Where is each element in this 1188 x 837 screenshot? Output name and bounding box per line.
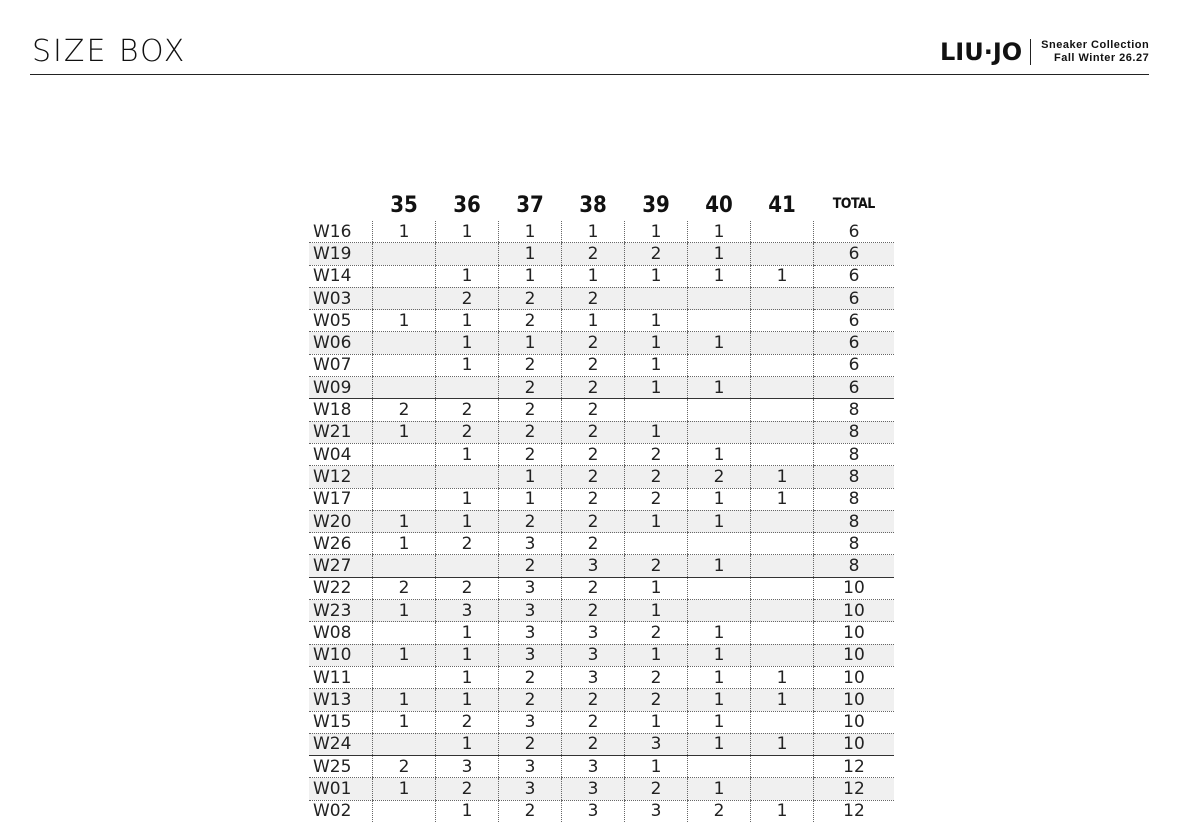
size-quantity-cell: 1 [436,265,499,287]
size-quantity-cell: 1 [562,221,625,243]
size-quantity-cell: 2 [625,778,688,800]
size-quantity-cell: 1 [688,733,751,755]
size-quantity-cell: 1 [625,756,688,778]
size-quantity-cell: 2 [436,533,499,555]
table-row [309,622,894,644]
size-quantity-cell [751,310,814,332]
size-quantity-cell: 1 [436,221,499,243]
size-quantity-cell: 2 [436,421,499,443]
size-quantity-cell: 1 [436,510,499,532]
size-quantity-cell [751,555,814,577]
size-header: 35 [390,193,418,218]
size-quantity-cell [751,354,814,376]
size-quantity-cell: 1 [688,443,751,465]
row-total: 10 [814,577,895,599]
size-quantity-cell [625,287,688,309]
size-quantity-cell: 2 [499,399,562,421]
size-quantity-cell: 3 [499,577,562,599]
table-row [309,265,894,287]
code-header [309,178,373,221]
row-code: W08 [309,622,373,644]
size-quantity-cell: 1 [751,800,814,822]
size-quantity-cell: 1 [688,689,751,711]
size-quantity-cell: 3 [499,622,562,644]
size-quantity-cell: 2 [436,577,499,599]
size-quantity-cell: 2 [373,577,436,599]
row-total: 10 [814,622,895,644]
table-row [309,510,894,532]
size-quantity-cell: 1 [373,644,436,666]
size-quantity-cell: 1 [688,778,751,800]
size-quantity-cell [373,488,436,510]
size-quantity-cell [436,377,499,399]
size-quantity-cell [373,733,436,755]
size-quantity-cell [751,756,814,778]
size-quantity-cell: 2 [436,778,499,800]
size-quantity-cell: 1 [688,488,751,510]
size-quantity-cell: 1 [688,711,751,733]
size-quantity-cell: 3 [562,756,625,778]
size-quantity-cell [688,421,751,443]
size-quantity-cell: 2 [499,666,562,688]
table-row [309,488,894,510]
size-quantity-cell [751,443,814,465]
size-header: 40 [705,193,733,218]
table-row [309,377,894,399]
size-quantity-cell: 2 [562,711,625,733]
row-total: 10 [814,644,895,666]
size-quantity-cell: 2 [562,421,625,443]
table-row [309,243,894,265]
table-row [309,421,894,443]
size-quantity-cell: 1 [499,243,562,265]
row-code: W15 [309,711,373,733]
size-quantity-cell [373,466,436,488]
size-quantity-cell [751,421,814,443]
row-total: 10 [814,666,895,688]
size-quantity-cell: 1 [436,644,499,666]
size-quantity-cell: 1 [625,265,688,287]
size-quantity-cell: 2 [562,600,625,622]
row-total: 10 [814,733,895,755]
row-code: W22 [309,577,373,599]
brand-block [940,38,1149,66]
size-quantity-cell: 2 [688,800,751,822]
size-quantity-cell: 1 [562,265,625,287]
size-quantity-cell: 1 [751,689,814,711]
table-row [309,399,894,421]
size-quantity-cell: 1 [373,310,436,332]
size-quantity-cell: 2 [499,310,562,332]
size-quantity-cell: 2 [499,287,562,309]
table-row [309,711,894,733]
row-code: W16 [309,221,373,243]
row-code: W25 [309,756,373,778]
size-quantity-cell: 3 [499,756,562,778]
size-quantity-cell: 1 [436,354,499,376]
size-quantity-cell: 1 [562,310,625,332]
size-quantity-cell [688,399,751,421]
table-row [309,354,894,376]
size-quantity-cell: 1 [688,666,751,688]
size-quantity-cell: 2 [562,243,625,265]
size-quantity-cell: 3 [562,555,625,577]
table-row [309,778,894,800]
size-quantity-cell: 1 [751,733,814,755]
size-quantity-cell: 1 [688,555,751,577]
row-total: 6 [814,332,895,354]
size-quantity-cell: 2 [499,510,562,532]
size-quantity-cell: 2 [499,443,562,465]
size-quantity-cell [751,377,814,399]
size-quantity-cell [373,243,436,265]
row-total: 8 [814,466,895,488]
row-code: W26 [309,533,373,555]
size-quantity-cell [373,354,436,376]
size-quantity-cell: 3 [562,622,625,644]
row-total: 8 [814,555,895,577]
table-row [309,689,894,711]
size-quantity-cell: 2 [499,800,562,822]
size-quantity-cell [625,533,688,555]
table-row [309,221,894,243]
size-quantity-cell: 2 [436,287,499,309]
size-quantity-cell: 1 [751,466,814,488]
size-quantity-cell: 3 [562,778,625,800]
size-quantity-cell: 2 [562,510,625,532]
row-code: W03 [309,287,373,309]
row-total: 6 [814,377,895,399]
size-quantity-cell: 3 [436,756,499,778]
size-quantity-cell: 1 [688,510,751,532]
size-quantity-cell: 3 [499,711,562,733]
size-quantity-cell: 3 [625,800,688,822]
size-quantity-cell: 1 [499,488,562,510]
size-quantity-cell: 3 [436,600,499,622]
size-quantity-cell: 1 [373,778,436,800]
size-quantity-cell: 2 [499,733,562,755]
row-code: W02 [313,801,352,822]
size-quantity-cell: 1 [751,265,814,287]
size-quantity-cell: 1 [436,622,499,644]
size-quantity-cell: 3 [499,778,562,800]
size-quantity-cell [751,287,814,309]
row-code: W11 [309,666,373,688]
row-code: W13 [309,689,373,711]
table-row [309,644,894,666]
size-quantity-cell: 1 [688,332,751,354]
table-row [309,800,894,822]
row-total: 10 [814,600,895,622]
size-quantity-cell: 1 [751,666,814,688]
size-quantity-cell [373,377,436,399]
table-row [309,466,894,488]
row-code: W09 [309,377,373,399]
size-quantity-cell: 1 [373,221,436,243]
row-total: 10 [814,689,895,711]
size-header: 38 [579,193,607,218]
size-quantity-cell [625,399,688,421]
size-quantity-cell [688,577,751,599]
size-quantity-cell: 1 [436,800,499,822]
size-quantity-cell: 1 [688,644,751,666]
size-quantity-cell [751,221,814,243]
size-quantity-cell: 1 [688,221,751,243]
row-total: 10 [814,711,895,733]
size-quantity-cell: 1 [688,622,751,644]
row-code: W04 [309,443,373,465]
size-quantity-cell: 1 [688,265,751,287]
size-quantity-cell: 1 [373,689,436,711]
size-quantity-cell [373,332,436,354]
size-quantity-cell: 2 [625,443,688,465]
size-header: 37 [516,193,544,218]
size-quantity-cell: 2 [499,421,562,443]
table-header-row [309,178,894,221]
size-quantity-cell: 2 [499,377,562,399]
size-quantity-cell: 1 [625,600,688,622]
size-quantity-cell: 1 [625,332,688,354]
row-code: W20 [309,510,373,532]
size-quantity-cell [751,399,814,421]
size-quantity-cell: 2 [625,622,688,644]
size-quantity-cell: 2 [562,733,625,755]
size-quantity-cell: 2 [562,689,625,711]
size-quantity-cell: 2 [562,443,625,465]
size-quantity-cell: 3 [562,800,625,822]
size-quantity-cell: 2 [499,689,562,711]
size-header: 41 [768,193,796,218]
row-total: 6 [814,221,895,243]
size-quantity-cell: 3 [499,533,562,555]
size-quantity-cell [751,778,814,800]
table-row [309,533,894,555]
size-quantity-cell: 2 [562,466,625,488]
size-quantity-cell: 1 [625,577,688,599]
size-quantity-cell: 2 [373,399,436,421]
table-row [309,287,894,309]
size-quantity-cell: 2 [688,466,751,488]
size-quantity-cell: 3 [499,600,562,622]
row-code: W24 [309,733,373,755]
size-quantity-cell [688,756,751,778]
total-header: TOTAL [832,196,875,212]
size-header: 36 [453,193,481,218]
size-quantity-cell: 1 [373,711,436,733]
size-quantity-cell [688,354,751,376]
collection-label [1041,39,1149,65]
size-quantity-cell [751,533,814,555]
size-quantity-cell [436,555,499,577]
row-total: 6 [814,310,895,332]
size-quantity-cell: 3 [499,644,562,666]
size-quantity-cell: 2 [625,555,688,577]
size-quantity-cell: 1 [625,354,688,376]
size-quantity-cell [688,310,751,332]
table-row [309,733,894,755]
size-quantity-cell: 1 [625,221,688,243]
size-quantity-cell: 2 [499,555,562,577]
size-quantity-cell: 1 [373,421,436,443]
size-quantity-cell: 1 [499,466,562,488]
table-row [309,332,894,354]
size-quantity-cell: 2 [499,354,562,376]
table-row [309,577,894,599]
row-code: W06 [309,332,373,354]
size-quantity-cell: 2 [562,287,625,309]
size-quantity-cell: 1 [436,733,499,755]
table-row [309,756,894,778]
header-divider [30,74,1149,75]
size-quantity-cell: 3 [562,666,625,688]
size-quantity-cell: 2 [562,332,625,354]
row-code: W12 [309,466,373,488]
size-quantity-cell [436,466,499,488]
size-quantity-cell [751,711,814,733]
size-quantity-cell: 2 [562,488,625,510]
collection-line-2: Fall Winter 26.27 [1054,52,1150,64]
size-quantity-cell [751,600,814,622]
row-total: 12 [814,756,895,778]
size-quantity-cell: 1 [499,265,562,287]
size-quantity-cell [688,533,751,555]
table-row [309,555,894,577]
row-total: 12 [814,800,895,822]
size-quantity-cell [373,800,436,822]
row-total: 6 [814,354,895,376]
table-row [309,310,894,332]
size-quantity-cell: 1 [373,600,436,622]
collection-line-1: Sneaker Collection [1041,39,1150,51]
row-code: W05 [309,310,373,332]
size-quantity-cell: 1 [436,443,499,465]
size-quantity-cell: 2 [562,577,625,599]
size-quantity-cell [751,243,814,265]
size-quantity-cell [373,666,436,688]
row-total: 8 [814,488,895,510]
size-quantity-cell [688,600,751,622]
row-code: W19 [309,243,373,265]
size-quantity-cell: 1 [688,377,751,399]
row-total: 6 [814,243,895,265]
row-code: W10 [309,644,373,666]
size-quantity-cell: 1 [625,310,688,332]
row-total: 8 [814,399,895,421]
row-code: W17 [309,488,373,510]
size-quantity-cell: 2 [625,243,688,265]
size-quantity-cell [373,443,436,465]
row-total: 8 [814,533,895,555]
size-quantity-cell [373,555,436,577]
size-quantity-cell [373,265,436,287]
size-quantity-cell: 1 [625,510,688,532]
row-code: W27 [309,555,373,577]
size-quantity-cell: 1 [436,689,499,711]
brand-logo: LIU·JO [940,38,1023,66]
row-total: 8 [814,421,895,443]
size-quantity-cell [373,622,436,644]
row-code: W07 [309,354,373,376]
size-quantity-cell [751,510,814,532]
brand-divider [1030,39,1031,65]
size-quantity-cell: 1 [499,221,562,243]
row-code: W14 [309,265,373,287]
size-quantity-cell [751,622,814,644]
size-quantity-cell: 1 [625,644,688,666]
row-total: 8 [814,510,895,532]
size-quantity-cell: 1 [688,243,751,265]
size-quantity-cell: 2 [625,689,688,711]
size-quantity-cell [436,243,499,265]
size-quantity-cell: 2 [562,399,625,421]
table-row [309,666,894,688]
size-box-table [309,178,894,822]
size-quantity-cell: 2 [625,488,688,510]
size-quantity-cell: 1 [436,310,499,332]
size-quantity-cell: 2 [625,666,688,688]
size-quantity-cell: 1 [625,421,688,443]
size-quantity-cell: 2 [373,756,436,778]
size-quantity-cell [688,287,751,309]
size-quantity-cell: 1 [625,377,688,399]
page-title: SIZE BOX [32,34,187,69]
size-quantity-cell: 1 [373,510,436,532]
size-quantity-cell: 2 [562,377,625,399]
size-quantity-cell: 1 [436,666,499,688]
size-header: 39 [642,193,670,218]
table-row [309,443,894,465]
row-code: W01 [309,778,373,800]
size-quantity-cell: 1 [499,332,562,354]
table-row [309,600,894,622]
size-quantity-cell [751,577,814,599]
size-quantity-cell: 2 [436,399,499,421]
size-quantity-cell: 1 [436,332,499,354]
size-quantity-cell: 1 [436,488,499,510]
size-quantity-cell: 1 [373,533,436,555]
row-total: 6 [814,265,895,287]
size-quantity-cell: 2 [436,711,499,733]
size-quantity-cell [751,644,814,666]
row-total: 6 [814,287,895,309]
size-quantity-cell: 1 [625,711,688,733]
size-quantity-cell: 2 [562,533,625,555]
row-code: W18 [309,399,373,421]
size-quantity-cell: 1 [751,488,814,510]
row-total: 8 [814,443,895,465]
size-quantity-cell: 3 [562,644,625,666]
table-body [309,221,894,822]
size-quantity-cell: 2 [625,466,688,488]
size-quantity-cell [373,287,436,309]
row-code: W21 [309,421,373,443]
size-quantity-cell: 2 [562,354,625,376]
size-quantity-cell [751,332,814,354]
size-quantity-cell: 3 [625,733,688,755]
row-code: W23 [309,600,373,622]
row-total: 12 [814,778,895,800]
